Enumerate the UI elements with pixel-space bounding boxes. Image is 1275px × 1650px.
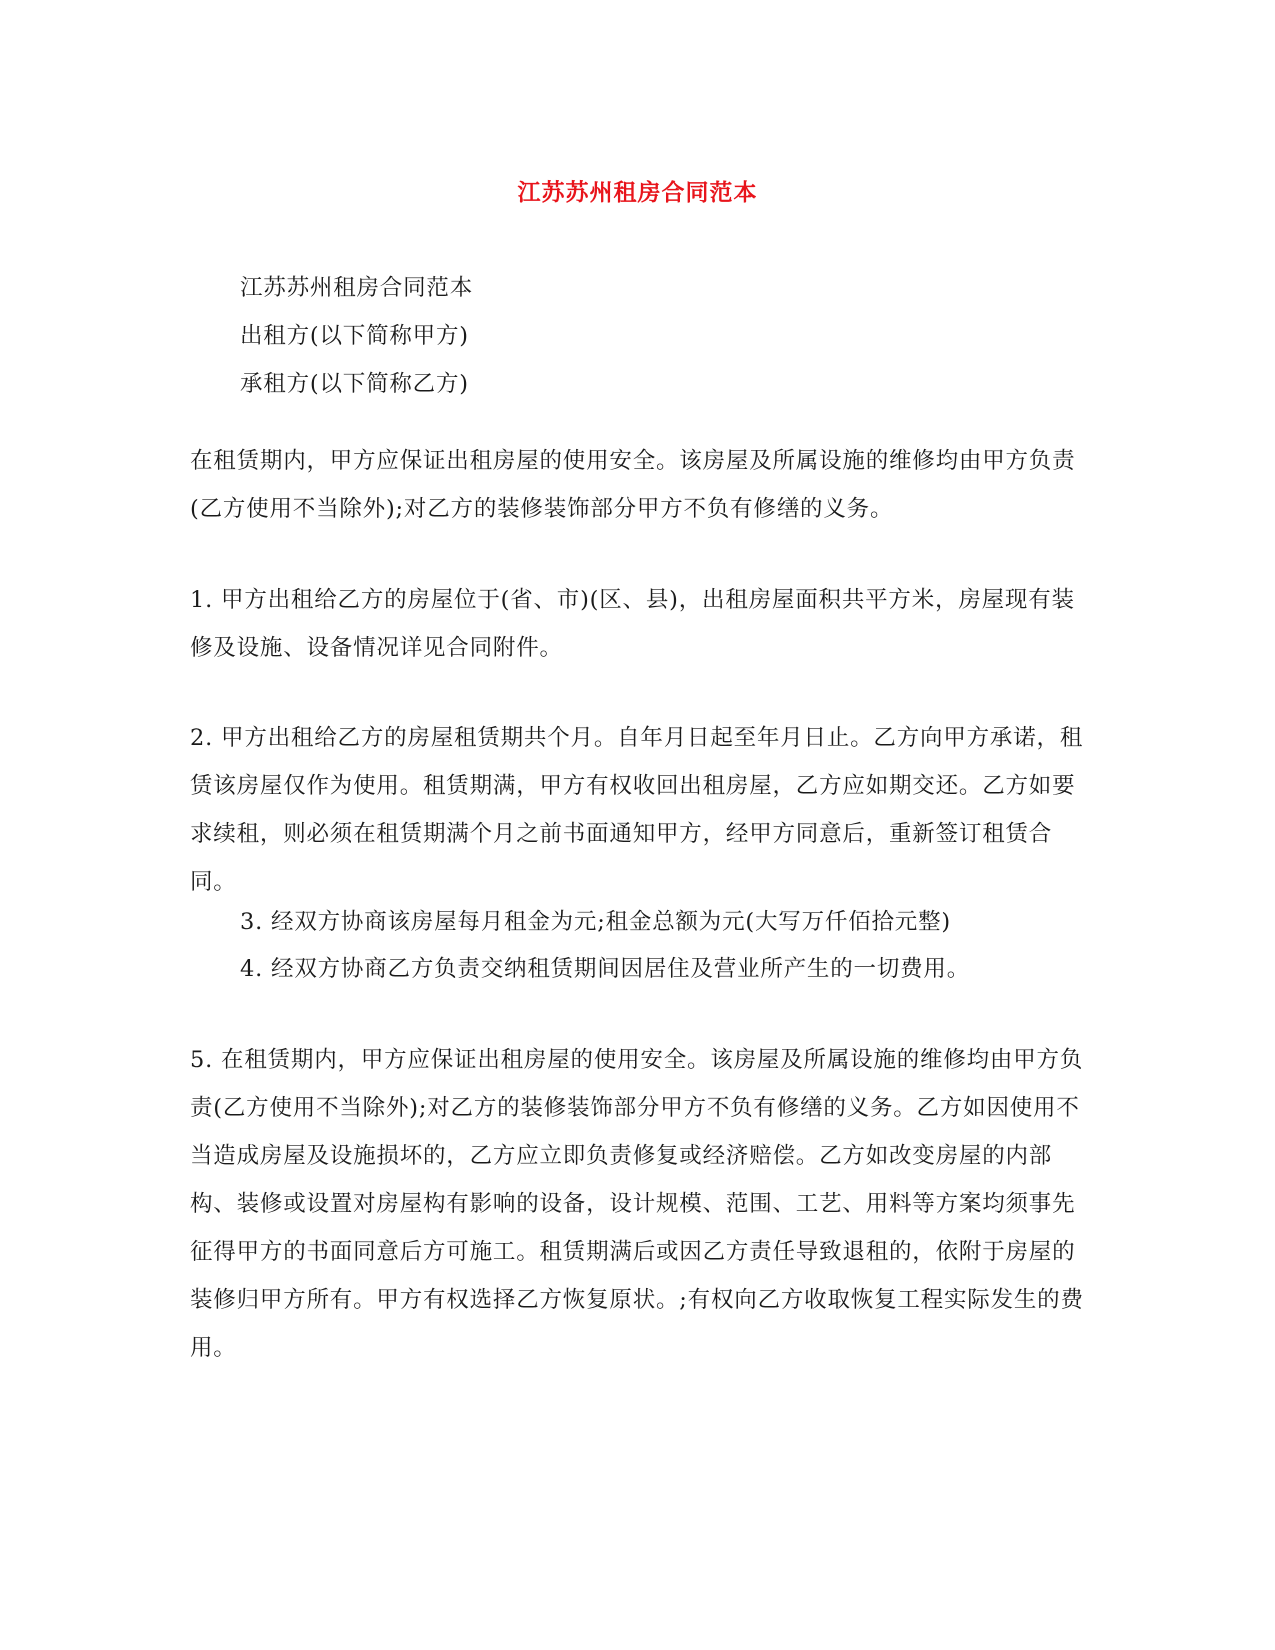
lessor-line: 出租方(以下简称甲方) xyxy=(240,323,469,349)
safety-paragraph-text: 在租赁期内，甲方应保证出租房屋的使用安全。该房屋及所属设施的维修均由甲方负责(乙方使用不当除外);对乙方的装修装饰部分甲方不负有修缮的义务。 xyxy=(190,448,1076,522)
clause-1-text: 1. 甲方出租给乙方的房屋位于(省、市)(区、县)，出租房屋面积共平方米，房屋现有装修及设施、设备情况详见合同附件。 xyxy=(190,587,1075,661)
intro-heading: 江苏苏州租房合同范本 xyxy=(240,275,474,301)
clause-5 xyxy=(190,1036,1095,1372)
lessee-line: 承租方(以下简称乙方) xyxy=(240,371,469,397)
clause-5-text: 5. 在租赁期内，甲方应保证出租房屋的使用安全。该房屋及所属设施的维修均由甲方负责(乙方使用不当除外);对乙方的装修装饰部分甲方不负有修缮的义务。乙方如因使用不当造成房屋及设施损坏的，乙方应立即负责修复或经济赔偿。乙方如改变房屋的内部构、装修或设置对房屋构有影响的设备，设计规模、范围、工艺、用料等方案均须事先征得甲方的书面同意后方可施工。租赁期满后或因乙方责任导致退租的，依附于房屋的装修归甲方所有。甲方有权选择乙方恢复原状。;有权向乙方收取恢复工程实际发生的费用。 xyxy=(190,1047,1084,1361)
clause-2-text: 2. 甲方出租给乙方的房屋租赁期共个月。自年月日起至年月日止。乙方向甲方承诺，租赁该房屋仅作为使用。租赁期满，甲方有权收回出租房屋，乙方应如期交还。乙方如要求续租，则必须在租赁期满个月之前书面通知甲方，经甲方同意后，重新签订租赁合同。 xyxy=(190,725,1084,895)
clause-3: 3. 经双方协商该房屋每月租金为元;租金总额为元(大写万仟佰拾元整) xyxy=(240,909,951,935)
clause-4: 4. 经双方协商乙方负责交纳租赁期间因居住及营业所产生的一切费用。 xyxy=(240,956,971,982)
clause-2 xyxy=(190,714,1095,906)
document-title: 江苏苏州租房合同范本 xyxy=(517,179,758,206)
safety-paragraph xyxy=(190,437,1095,533)
intro-block xyxy=(240,264,1100,408)
clause-1 xyxy=(190,576,1095,672)
